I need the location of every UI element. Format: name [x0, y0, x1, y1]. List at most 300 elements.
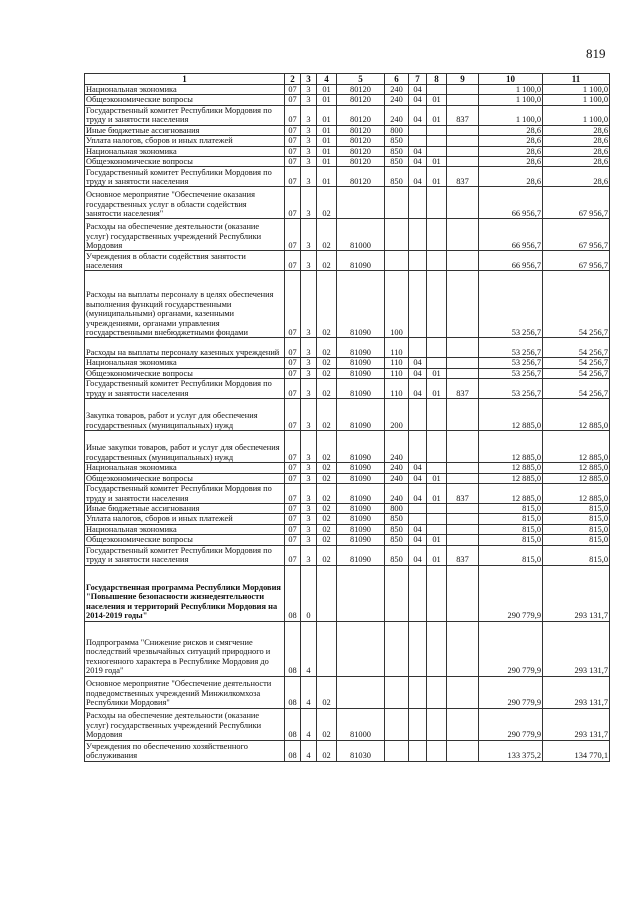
code-ministry [447, 473, 479, 483]
code-section: 07 [285, 368, 301, 378]
code-section: 07 [285, 157, 301, 167]
code-subprogram: 02 [317, 676, 337, 708]
code-section: 07 [285, 473, 301, 483]
code-expense-type [385, 676, 409, 708]
code-division [409, 338, 427, 358]
table-row [85, 85, 610, 95]
table-row [85, 473, 610, 483]
code-subprogram: 02 [317, 358, 337, 368]
code-direction: 80120 [337, 157, 385, 167]
code-subdivision [427, 514, 447, 524]
code-section: 07 [285, 358, 301, 368]
code-subprogram: 01 [317, 157, 337, 167]
table-body [85, 85, 610, 762]
row-name: Уплата налогов, сборов и иных платежей [85, 136, 285, 146]
code-expense-type [385, 565, 409, 621]
row-name: Национальная экономика [85, 85, 285, 95]
sum-year-2: 12 885,0 [543, 399, 610, 431]
row-name: Национальная экономика [85, 524, 285, 534]
code-division [409, 514, 427, 524]
code-subprogram: 02 [317, 740, 337, 761]
code-ministry [447, 740, 479, 761]
code-direction: 80120 [337, 85, 385, 95]
sum-year-1: 12 885,0 [479, 463, 543, 473]
page-number: 819 [586, 46, 606, 61]
column-header: 10 [479, 74, 543, 85]
sum-year-1: 12 885,0 [479, 431, 543, 463]
code-subdivision [427, 251, 447, 271]
code-direction: 81090 [337, 504, 385, 514]
code-subdivision [427, 524, 447, 534]
code-division: 04 [409, 545, 427, 565]
row-name: Основное мероприятие "Обеспечение оказания государственных услуг в области содействия занятости населения" [85, 187, 285, 219]
sum-year-2: 134 770,1 [543, 740, 610, 761]
row-name: Общеэкономические вопросы [85, 95, 285, 105]
code-subdivision: 01 [427, 379, 447, 399]
code-subdivision: 01 [427, 105, 447, 125]
code-direction: 81090 [337, 431, 385, 463]
sum-year-1: 290 779,9 [479, 565, 543, 621]
row-name: Подпрограмма "Снижение рисков и смягчение последствий чрезвычайных ситуаций природного и техногенного характера в Республике Мордовия до 2019 года" [85, 621, 285, 676]
sum-year-1: 290 779,9 [479, 676, 543, 708]
code-program: 3 [301, 95, 317, 105]
code-ministry [447, 463, 479, 473]
row-name: Государственный комитет Республики Мордовия по труду и занятости населения [85, 379, 285, 399]
code-division [409, 708, 427, 740]
code-expense-type: 850 [385, 545, 409, 565]
code-division [409, 621, 427, 676]
code-program: 3 [301, 484, 317, 504]
code-direction: 81090 [337, 535, 385, 545]
code-program: 0 [301, 565, 317, 621]
row-name: Общеэкономические вопросы [85, 473, 285, 483]
code-section: 08 [285, 621, 301, 676]
code-section: 07 [285, 187, 301, 219]
code-subprogram: 02 [317, 473, 337, 483]
code-direction [337, 621, 385, 676]
table-row [85, 271, 610, 338]
sum-year-2: 67 956,7 [543, 251, 610, 271]
table-row [85, 431, 610, 463]
row-name: Общеэкономические вопросы [85, 368, 285, 378]
code-direction [337, 676, 385, 708]
code-division: 04 [409, 535, 427, 545]
code-section: 08 [285, 565, 301, 621]
code-direction: 80120 [337, 146, 385, 156]
code-subprogram: 02 [317, 484, 337, 504]
sum-year-1: 66 956,7 [479, 187, 543, 219]
code-direction [337, 565, 385, 621]
code-section: 07 [285, 146, 301, 156]
code-ministry [447, 535, 479, 545]
row-name: Общеэкономические вопросы [85, 157, 285, 167]
sum-year-1: 12 885,0 [479, 484, 543, 504]
code-program: 3 [301, 504, 317, 514]
sum-year-2: 12 885,0 [543, 473, 610, 483]
table-row [85, 125, 610, 135]
sum-year-2: 67 956,7 [543, 219, 610, 251]
code-subdivision [427, 740, 447, 761]
row-name: Национальная экономика [85, 358, 285, 368]
code-direction: 81090 [337, 473, 385, 483]
code-section: 07 [285, 463, 301, 473]
code-division [409, 431, 427, 463]
row-name: Общеэкономические вопросы [85, 535, 285, 545]
code-subdivision [427, 358, 447, 368]
column-header: 5 [337, 74, 385, 85]
code-subprogram: 01 [317, 95, 337, 105]
column-header: 2 [285, 74, 301, 85]
code-ministry: 837 [447, 105, 479, 125]
code-section: 07 [285, 524, 301, 534]
sum-year-2: 28,6 [543, 146, 610, 156]
sum-year-2: 815,0 [543, 504, 610, 514]
code-division [409, 125, 427, 135]
table-row [85, 399, 610, 431]
code-program: 3 [301, 187, 317, 219]
code-subdivision: 01 [427, 535, 447, 545]
code-division: 04 [409, 167, 427, 187]
sum-year-1: 53 256,7 [479, 358, 543, 368]
code-division: 04 [409, 146, 427, 156]
code-division: 04 [409, 473, 427, 483]
sum-year-2: 54 256,7 [543, 379, 610, 399]
row-name: Иные бюджетные ассигнования [85, 504, 285, 514]
code-division [409, 271, 427, 338]
code-subdivision: 01 [427, 368, 447, 378]
code-program: 3 [301, 85, 317, 95]
sum-year-2: 54 256,7 [543, 358, 610, 368]
table-row [85, 157, 610, 167]
code-direction: 81090 [337, 271, 385, 338]
sum-year-2: 293 131,7 [543, 621, 610, 676]
code-section: 07 [285, 431, 301, 463]
code-expense-type [385, 187, 409, 219]
code-subdivision [427, 136, 447, 146]
code-direction: 80120 [337, 105, 385, 125]
row-name: Учреждения по обеспечению хозяйственного обслуживания [85, 740, 285, 761]
row-name: Расходы на обеспечение деятельности (оказание услуг) государственных учреждений Республики Мордовия [85, 219, 285, 251]
code-division: 04 [409, 379, 427, 399]
code-direction [337, 187, 385, 219]
sum-year-2: 1 100,0 [543, 95, 610, 105]
code-direction: 81090 [337, 545, 385, 565]
code-expense-type: 110 [385, 379, 409, 399]
code-direction: 80120 [337, 167, 385, 187]
code-expense-type: 240 [385, 85, 409, 95]
row-name: Расходы на обеспечение деятельности (оказание услуг) государственных учреждений Республики Мордовия [85, 708, 285, 740]
code-direction: 80120 [337, 136, 385, 146]
table-row [85, 565, 610, 621]
code-expense-type: 850 [385, 157, 409, 167]
sum-year-2: 67 956,7 [543, 187, 610, 219]
row-name: Национальная экономика [85, 146, 285, 156]
sum-year-1: 28,6 [479, 167, 543, 187]
code-program: 3 [301, 157, 317, 167]
code-expense-type: 800 [385, 125, 409, 135]
code-ministry: 837 [447, 167, 479, 187]
code-direction: 81090 [337, 514, 385, 524]
code-subprogram: 02 [317, 514, 337, 524]
code-division [409, 219, 427, 251]
sum-year-1: 53 256,7 [479, 368, 543, 378]
code-division [409, 504, 427, 514]
code-program: 3 [301, 431, 317, 463]
code-program: 3 [301, 463, 317, 473]
sum-year-2: 1 100,0 [543, 85, 610, 95]
code-division: 04 [409, 85, 427, 95]
sum-year-1: 815,0 [479, 545, 543, 565]
code-program: 3 [301, 473, 317, 483]
code-expense-type [385, 621, 409, 676]
code-division [409, 136, 427, 146]
code-ministry [447, 676, 479, 708]
code-subprogram: 02 [317, 504, 337, 514]
code-program: 3 [301, 535, 317, 545]
code-section: 07 [285, 136, 301, 146]
code-expense-type: 110 [385, 368, 409, 378]
sum-year-1: 1 100,0 [479, 105, 543, 125]
sum-year-1: 28,6 [479, 157, 543, 167]
table-row [85, 676, 610, 708]
code-direction: 81090 [337, 379, 385, 399]
code-program: 3 [301, 514, 317, 524]
code-program: 3 [301, 125, 317, 135]
sum-year-1: 28,6 [479, 125, 543, 135]
row-name: Государственный комитет Республики Мордовия по труду и занятости населения [85, 545, 285, 565]
row-name: Основное мероприятие "Обеспечение деятельности подведомственных учреждений Минжилкомхоза Республики Мордовия" [85, 676, 285, 708]
sum-year-2: 293 131,7 [543, 708, 610, 740]
sum-year-1: 815,0 [479, 514, 543, 524]
code-program: 4 [301, 708, 317, 740]
sum-year-1: 66 956,7 [479, 251, 543, 271]
code-direction: 80120 [337, 95, 385, 105]
code-section: 07 [285, 545, 301, 565]
code-section: 08 [285, 708, 301, 740]
code-expense-type: 850 [385, 167, 409, 187]
table-row [85, 514, 610, 524]
code-section: 07 [285, 484, 301, 504]
table-row [85, 463, 610, 473]
code-direction: 81000 [337, 708, 385, 740]
sum-year-2: 28,6 [543, 157, 610, 167]
code-ministry [447, 524, 479, 534]
code-section: 07 [285, 105, 301, 125]
sum-year-1: 66 956,7 [479, 219, 543, 251]
code-ministry [447, 504, 479, 514]
sum-year-1: 133 375,2 [479, 740, 543, 761]
code-section: 07 [285, 125, 301, 135]
code-direction: 81090 [337, 484, 385, 504]
row-name: Иные бюджетные ассигнования [85, 125, 285, 135]
code-program: 3 [301, 136, 317, 146]
sum-year-2: 293 131,7 [543, 565, 610, 621]
code-subdivision [427, 565, 447, 621]
code-subprogram: 02 [317, 251, 337, 271]
code-program: 3 [301, 545, 317, 565]
code-section: 07 [285, 379, 301, 399]
table-row [85, 368, 610, 378]
code-ministry [447, 146, 479, 156]
code-program: 3 [301, 524, 317, 534]
table-header-row [85, 74, 610, 85]
code-direction: 81090 [337, 338, 385, 358]
code-section: 07 [285, 251, 301, 271]
row-name: Закупка товаров, работ и услуг для обеспечения государственных (муниципальных) нужд [85, 399, 285, 431]
code-division: 04 [409, 95, 427, 105]
row-name: Государственный комитет Республики Мордовия по труду и занятости населения [85, 484, 285, 504]
sum-year-2: 12 885,0 [543, 484, 610, 504]
sum-year-1: 290 779,9 [479, 708, 543, 740]
code-subdivision [427, 85, 447, 95]
code-subdivision [427, 125, 447, 135]
code-expense-type: 240 [385, 95, 409, 105]
column-header: 4 [317, 74, 337, 85]
code-program: 4 [301, 621, 317, 676]
sum-year-1: 290 779,9 [479, 621, 543, 676]
code-expense-type: 110 [385, 338, 409, 358]
code-direction: 81090 [337, 358, 385, 368]
row-name: Уплата налогов, сборов и иных платежей [85, 514, 285, 524]
sum-year-1: 815,0 [479, 504, 543, 514]
table-row [85, 524, 610, 534]
code-direction: 81030 [337, 740, 385, 761]
sum-year-1: 815,0 [479, 524, 543, 534]
table-row [85, 740, 610, 761]
sum-year-1: 53 256,7 [479, 338, 543, 358]
row-name: Расходы на выплаты персоналу казенных учреждений [85, 338, 285, 358]
sum-year-1: 53 256,7 [479, 271, 543, 338]
code-ministry [447, 358, 479, 368]
code-subdivision [427, 463, 447, 473]
code-subprogram: 02 [317, 368, 337, 378]
row-name: Иные закупки товаров, работ и услуг для обеспечения государственных (муниципальных) нужд [85, 431, 285, 463]
code-division: 04 [409, 368, 427, 378]
sum-year-2: 815,0 [543, 545, 610, 565]
table-row [85, 146, 610, 156]
code-program: 3 [301, 105, 317, 125]
code-program: 3 [301, 271, 317, 338]
code-ministry [447, 251, 479, 271]
budget-table [84, 73, 610, 762]
code-section: 07 [285, 95, 301, 105]
code-program: 3 [301, 219, 317, 251]
code-program: 3 [301, 399, 317, 431]
code-subdivision: 01 [427, 95, 447, 105]
code-ministry [447, 136, 479, 146]
code-division: 04 [409, 524, 427, 534]
table-row [85, 338, 610, 358]
code-expense-type [385, 251, 409, 271]
code-subprogram [317, 621, 337, 676]
code-division [409, 676, 427, 708]
code-division: 04 [409, 463, 427, 473]
sum-year-2: 28,6 [543, 167, 610, 187]
sum-year-2: 815,0 [543, 524, 610, 534]
column-header: 3 [301, 74, 317, 85]
code-division [409, 251, 427, 271]
row-name: Государственный комитет Республики Мордовия по труду и занятости населения [85, 105, 285, 125]
code-ministry [447, 399, 479, 431]
code-ministry [447, 368, 479, 378]
code-ministry [447, 219, 479, 251]
code-subprogram: 01 [317, 136, 337, 146]
code-ministry [447, 95, 479, 105]
code-section: 08 [285, 740, 301, 761]
code-subprogram: 01 [317, 125, 337, 135]
code-division [409, 740, 427, 761]
code-ministry [447, 708, 479, 740]
code-division: 04 [409, 358, 427, 368]
code-expense-type: 110 [385, 358, 409, 368]
sum-year-2: 293 131,7 [543, 676, 610, 708]
code-program: 4 [301, 740, 317, 761]
code-expense-type: 240 [385, 484, 409, 504]
code-subdivision [427, 431, 447, 463]
code-ministry [447, 85, 479, 95]
table-row [85, 621, 610, 676]
sum-year-2: 12 885,0 [543, 463, 610, 473]
code-expense-type: 850 [385, 535, 409, 545]
code-expense-type: 850 [385, 524, 409, 534]
sum-year-1: 53 256,7 [479, 379, 543, 399]
sum-year-2: 815,0 [543, 514, 610, 524]
code-section: 07 [285, 535, 301, 545]
code-expense-type: 240 [385, 105, 409, 125]
code-subdivision [427, 708, 447, 740]
row-name: Государственный комитет Республики Мордовия по труду и занятости населения [85, 167, 285, 187]
code-subdivision [427, 399, 447, 431]
sum-year-1: 12 885,0 [479, 473, 543, 483]
code-program: 3 [301, 167, 317, 187]
code-division [409, 187, 427, 219]
code-ministry: 837 [447, 545, 479, 565]
code-subprogram: 01 [317, 105, 337, 125]
code-ministry [447, 621, 479, 676]
table-row [85, 167, 610, 187]
code-subdivision [427, 338, 447, 358]
code-expense-type: 850 [385, 514, 409, 524]
code-expense-type [385, 219, 409, 251]
code-ministry [447, 338, 479, 358]
code-direction: 81000 [337, 219, 385, 251]
code-section: 07 [285, 399, 301, 431]
code-subprogram: 02 [317, 524, 337, 534]
code-section: 07 [285, 167, 301, 187]
code-subprogram: 02 [317, 431, 337, 463]
code-subdivision: 01 [427, 167, 447, 187]
code-division: 04 [409, 157, 427, 167]
code-direction: 81090 [337, 251, 385, 271]
code-subdivision: 01 [427, 484, 447, 504]
code-expense-type [385, 740, 409, 761]
code-section: 07 [285, 338, 301, 358]
code-direction: 81090 [337, 368, 385, 378]
code-subdivision [427, 146, 447, 156]
code-subprogram: 02 [317, 545, 337, 565]
code-division [409, 399, 427, 431]
code-ministry [447, 431, 479, 463]
code-section: 07 [285, 271, 301, 338]
sum-year-1: 28,6 [479, 146, 543, 156]
code-program: 3 [301, 358, 317, 368]
code-expense-type [385, 708, 409, 740]
code-direction: 81090 [337, 399, 385, 431]
column-header: 6 [385, 74, 409, 85]
code-section: 07 [285, 219, 301, 251]
code-subdivision: 01 [427, 545, 447, 565]
sum-year-1: 28,6 [479, 136, 543, 146]
